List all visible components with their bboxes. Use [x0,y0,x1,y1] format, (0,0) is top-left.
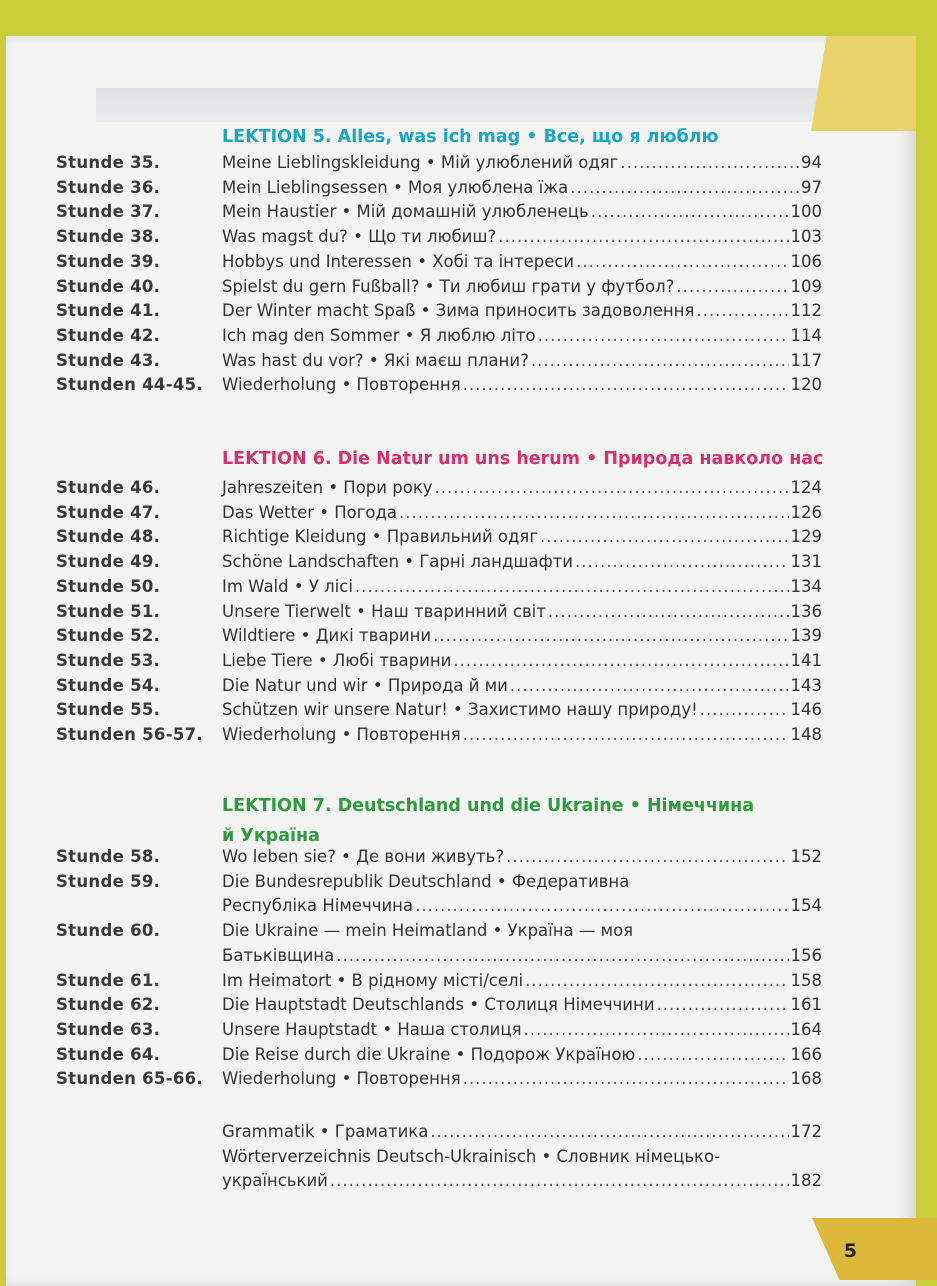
dot-leader [506,847,788,866]
dot-leader [336,946,788,965]
entry-page-number: 168 [790,1069,822,1089]
entry-title: Jahreszeiten • Пори року [222,478,433,497]
toc-entry[interactable] [222,351,822,370]
entry-title: Mein Haustier • Мій домашній улюбленець [222,202,589,222]
lesson-number: Stunde 46. [56,478,161,497]
toc-entry[interactable] [222,1069,822,1088]
toc-entry[interactable] [222,503,822,522]
lesson-number: Stunde 35. [56,153,161,172]
toc-entry[interactable] [222,651,822,670]
entry-page-number: 106 [790,251,822,271]
toc-entry[interactable] [222,676,822,695]
toc-entry[interactable] [222,847,822,866]
dot-leader [696,301,788,320]
dot-leader [463,1069,789,1088]
entry-title: Was hast du vor? • Які маєш плани? [222,350,529,370]
entry-page-number: 109 [790,276,822,296]
lesson-number: Stunde 50. [56,576,161,596]
dot-leader [399,503,788,522]
toc-entry[interactable] [222,478,822,497]
dot-leader [463,375,789,394]
entry-page-number: 134 [790,576,822,596]
dot-leader [531,351,789,370]
toc-entry[interactable] [222,602,822,621]
entry-page-number: 148 [790,725,822,744]
lektion-title: LEKTION 6. Die Natur um uns herum • Природа навколо нас [222,449,824,469]
lesson-number: Stunde 61. [56,970,161,990]
entry-title: Schützen wir unsere Natur! • Захистимо нашу природу! [222,700,698,720]
entry-page-number: 139 [790,626,822,646]
lesson-number: Stunde 51. [56,601,161,621]
entry-page-number: 166 [790,1044,822,1064]
toc-entry[interactable] [222,178,822,197]
lektion-title: й Україна [222,826,320,846]
entry-title: Spielst du gern Fußball? • Ти любиш грати у футбол? [222,276,675,296]
entry-title: Mein Lieblingsessen • Моя улюблена їжа [222,177,569,197]
toc-entry[interactable] [222,946,822,965]
lesson-number: Stunde 52. [56,626,161,646]
lesson-number: Stunde 54. [56,675,161,695]
entry-page-number: 94 [801,153,822,172]
dot-leader [591,202,789,221]
entry-title: Ich mag den Sommer • Я люблю літо [222,325,536,345]
entry-title-first-line[interactable]: Wörterverzeichnis Deutsch-Ukrainisch • Словник німецько- [222,1146,721,1166]
entry-page-number: 100 [790,202,822,222]
lesson-number: Stunde 58. [56,847,161,866]
entry-page-number: 117 [790,350,822,370]
entry-title: Im Heimatort • В рідному місті/селі [222,970,524,990]
entry-title: Der Winter macht Spaß • Зима приносить задоволення [222,301,695,321]
dot-leader [433,626,788,645]
lesson-number: Stunde 47. [56,502,161,522]
entry-page-number: 136 [790,601,822,621]
toc-entry[interactable] [222,577,822,596]
dot-leader [524,1020,789,1039]
lesson-number: Stunden 56-57. [56,725,203,744]
entry-title: Unsere Hauptstadt • Наша столиця [222,1019,522,1039]
entry-title: Was magst du? • Що ти любиш? [222,227,497,247]
lesson-number: Stunde 59. [56,871,161,891]
entry-page-number: 114 [790,325,822,345]
lesson-number: Stunde 39. [56,251,161,271]
entry-title: український [222,1171,328,1191]
dot-leader [676,277,788,296]
lesson-number: Stunde 41. [56,301,161,321]
dot-leader [540,527,788,546]
corner-tab-top [811,36,916,131]
lesson-number: Stunde 43. [56,350,161,370]
toc-entry[interactable] [222,252,822,271]
toc-entry[interactable] [222,1122,822,1141]
entry-title: Das Wetter • Погода [222,502,398,522]
toc-entry[interactable] [222,725,822,744]
lesson-number: Stunde 60. [56,921,161,941]
dot-leader [435,478,789,497]
entry-title: Grammatik • Граматика [222,1122,429,1141]
entry-title: Wildtiere • Дикі тварини [222,626,432,646]
dot-leader [510,676,789,695]
lesson-number: Stunde 63. [56,1019,161,1039]
entry-page-number: 154 [790,896,822,916]
toc-entry[interactable] [222,375,822,394]
toc-entry[interactable] [222,527,822,546]
entry-title: Wiederholung • Повторення [222,1069,461,1089]
page-number: 5 [843,1240,857,1262]
entry-title: Richtige Kleidung • Правильний одяг [222,527,539,547]
dot-leader [575,552,788,571]
dot-leader [498,227,788,246]
lesson-number: Stunde 49. [56,552,161,572]
lesson-number: Stunde 64. [56,1044,161,1064]
entry-page-number: 172 [790,1122,822,1141]
dot-leader [548,602,789,621]
lesson-number: Stunde 62. [56,995,161,1015]
entry-page-number: 182 [790,1171,822,1191]
lesson-number: Stunden 65-66. [56,1069,203,1089]
entry-title: Schöne Landschaften • Гарні ландшафти [222,552,574,572]
toc-entry[interactable] [222,1020,822,1039]
dot-leader [570,178,799,197]
entry-title: Wiederholung • Повторення [222,375,461,395]
entry-page-number: 103 [790,227,822,247]
entry-title: Die Hauptstadt Deutschlands • Столиця Німеччини [222,995,655,1015]
entry-title: Батьківщина [222,945,335,965]
toc-entry[interactable] [222,700,822,719]
toc-entry[interactable] [222,1045,822,1064]
entry-title: Im Wald • У лісі [222,576,353,596]
entry-page-number: 143 [790,675,822,695]
lesson-number: Stunde 38. [56,227,161,247]
lektion-title: LEKTION 7. Deutschland und die Ukraine • Німеччина [222,796,755,816]
entry-page-number: 97 [801,177,822,197]
entry-page-number: 120 [790,375,822,395]
entry-title: Wiederholung • Повторення [222,725,461,744]
entry-page-number: 124 [790,478,822,497]
dot-leader [637,1045,788,1064]
entry-title: Liebe Tiere • Любі тварини [222,650,452,670]
lesson-number: Stunde 40. [56,276,161,296]
entry-title: Wo leben sie? • Де вони живуть? [222,847,505,866]
lesson-number: Stunde 48. [56,527,161,547]
entry-title: Республіка Німеччина [222,896,414,916]
toc-entry[interactable] [222,1171,822,1190]
toc-entry[interactable] [222,153,822,172]
lesson-number: Stunde 37. [56,202,161,222]
entry-page-number: 156 [790,945,822,965]
lesson-number: Stunde 36. [56,177,161,197]
entry-page-number: 164 [790,1019,822,1039]
lektion-title: LEKTION 5. Alles, was ich mag • Все, що я люблю [222,127,719,147]
entry-title: Die Natur und wir • Природа й ми [222,675,508,695]
lesson-number: Stunden 44-45. [56,375,203,395]
dot-leader [576,252,788,271]
dot-leader [415,896,788,915]
dot-leader [657,995,789,1014]
entry-title: Die Reise durch die Ukraine • Подорож Україною [222,1044,636,1064]
entry-page-number: 131 [790,552,822,572]
dot-leader [430,1122,788,1141]
toc-entry[interactable] [222,326,822,345]
entry-title: Unsere Tierwelt • Наш тваринний світ [222,601,546,621]
entry-title: Meine Lieblingskleidung • Мій улюблений одяг [222,153,619,172]
entry-page-number: 129 [790,527,822,547]
dot-leader [463,725,789,744]
toc-entry[interactable] [222,896,822,915]
dot-leader [525,971,788,990]
entry-page-number: 161 [790,995,822,1015]
toc-entry[interactable] [222,626,822,645]
lesson-number: Stunde 42. [56,325,161,345]
dot-leader [538,326,789,345]
toc-entry[interactable] [222,552,822,571]
entry-title-first-line[interactable]: Die Bundesrepublik Deutschland • Федеративна [222,871,630,891]
entry-page-number: 152 [790,847,822,866]
dot-leader [700,700,789,719]
toc-entry[interactable] [222,995,822,1014]
dot-leader [620,153,799,172]
header-band [96,88,916,122]
entry-page-number: 112 [790,301,822,321]
lesson-number: Stunde 55. [56,700,161,720]
toc-entry[interactable] [222,202,822,221]
lesson-number: Stunde 53. [56,650,161,670]
toc-entry[interactable] [222,277,822,296]
dot-leader [453,651,788,670]
toc-entry[interactable] [222,301,822,320]
toc-entry[interactable] [222,971,822,990]
dot-leader [330,1171,789,1190]
toc-entry[interactable] [222,227,822,246]
entry-page-number: 126 [790,502,822,522]
entry-page-number: 146 [790,700,822,720]
entry-title-first-line[interactable]: Die Ukraine — mein Heimatland • Україна — моя [222,921,634,941]
entry-page-number: 141 [790,650,822,670]
dot-leader [355,577,789,596]
entry-title: Hobbys und Interessen • Хобі та інтереси [222,251,575,271]
entry-page-number: 158 [790,970,822,990]
